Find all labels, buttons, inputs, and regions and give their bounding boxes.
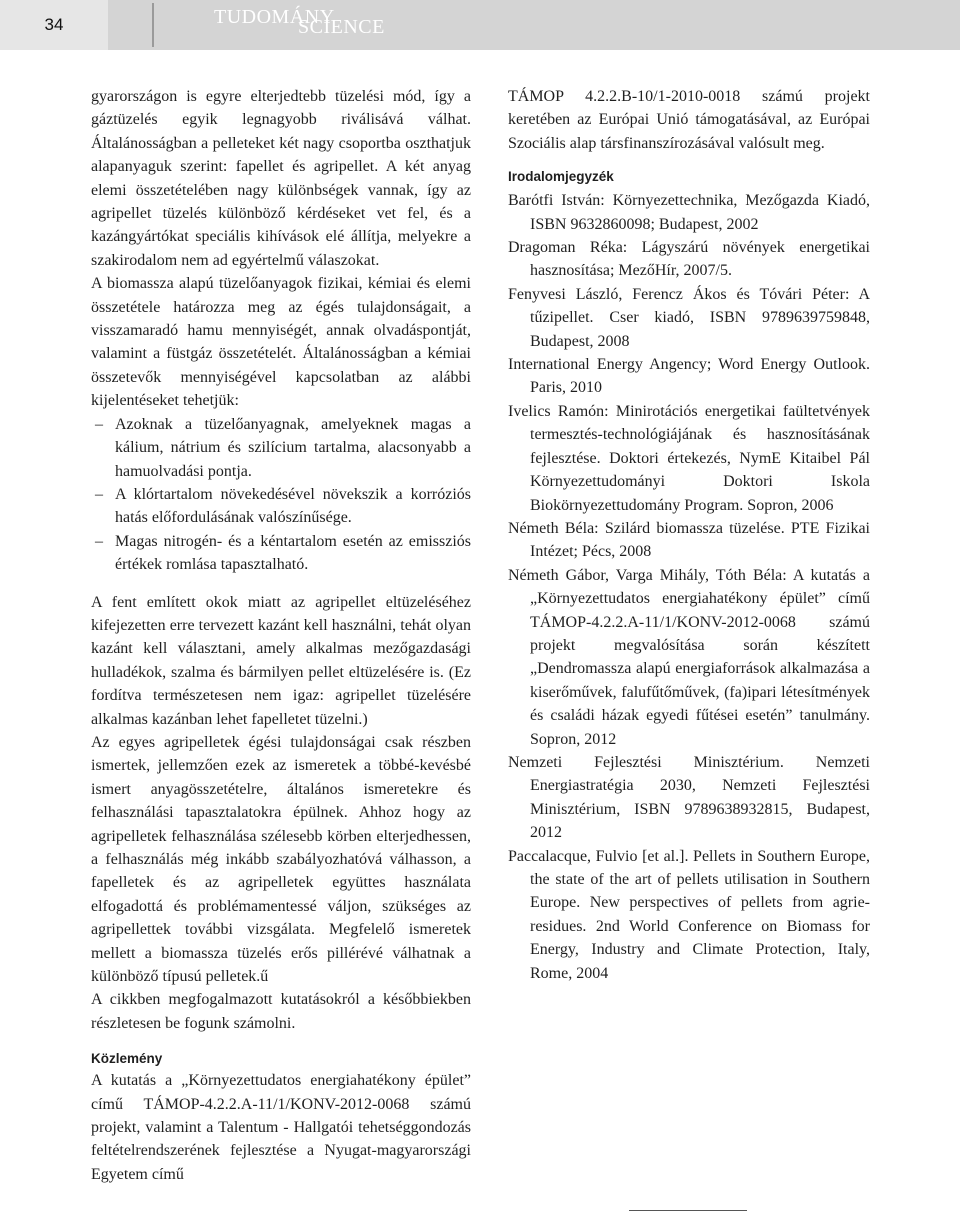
page-number: 34	[0, 0, 108, 50]
reference-item: Nemzeti Fejlesztési Minisztérium. Nemzeti Energiastratégia 2030, Nemzeti Fejlesztési Minisztérium, ISBN 9789638932815, Budapest, 2012	[508, 753, 870, 842]
reference-item: Barótfi István: Környezettechnika, Mezőgazda Kiadó, ISBN 9632860098; Budapest, 2002	[508, 192, 870, 233]
header-divider	[152, 3, 154, 47]
list-item: – A klórtartalom növekedésével növekszik a korróziós hatás előfordulásának valószínűsége.	[91, 483, 471, 530]
reference-item: Fenyvesi László, Ferencz Ákos és Tóvári Péter: A tűzipellet. Cser kiadó, ISBN 9789639759848, Budapest, 2008	[508, 285, 870, 350]
paragraph-biomass-composition: A biomassza alapú tüzelőanyagok fizikai, kémiai és elemi összetétele határozza meg az égés tulajdonságait, a visszamaradó hamu mennyiségét, annak olvadáspontját, valamint a füstgáz összetételét. Általánosságban a kémiai összetevők mennyiségével kapcsolatban az alábbi kijelentéseket tehetjük:	[91, 275, 471, 410]
notice-text-continued: TÁMOP 4.2.2.B-10/1-2010-0018 számú projekt keretében az Európai Unió támogatásával, az Európai Szociális alap társfinanszírozásával valósult meg.	[508, 88, 870, 152]
header-title-tudomany: TUDOMÁNY	[214, 6, 335, 28]
notice-text: A kutatás a „Környezettudatos energiahatékony épület” című TÁMOP-4.2.2.A-11/1/KONV-2012-0068 számú projekt, valamint a Talentum - Hallgatói tehetséggondozás feltételrendszerének fejlesztése a Nyugat-magyarországi Egyetem című	[91, 1072, 471, 1183]
reference-item: Ivelics Ramón: Minirotációs energetikai faültetvények termesztés-technológiájának és hasznosításának fejlesztése. Doktori értekezés, NymE Kitaibel Pál Környezettudományi Doktori Iskola Biokörnyezettudomány Program. Sopron, 2006	[508, 402, 870, 514]
list-item: – Azoknak a tüzelőanyagnak, amelyeknek magas a kálium, nátrium és szilícium tartalma, alacsonyabb a hamuolvadási pontja.	[91, 413, 471, 483]
notice-heading: Közlemény	[91, 1051, 163, 1067]
reference-item: Németh Béla: Szilárd biomassza tüzelése. PTE Fizikai Intézet; Pécs, 2008	[508, 519, 870, 561]
reference-item: International Energy Angency; Word Energy Outlook. Paris, 2010	[508, 356, 870, 397]
composition-list	[91, 413, 471, 577]
list-item: – Magas nitrogén- és a kéntartalom esetén az emissziós értékek romlása tapasztalható.	[91, 530, 471, 577]
paragraph-boiler-requirement: A fent említett okok miatt az agripellet eltüzeléséhez kifejezetten erre tervezett kazánt kell használni, tehát olyan kazánt kell választani, amely alkalmas mezőgazdasági hulladékok, szalma és bármilyen pellet eltüzelésére is. (Ez fordítva természetesen nem igaz: agripellet tüzelésére alkalmas kazánban lehet fapelletet tüzelni.)	[91, 593, 471, 728]
references-heading: Irodalomjegyzék	[508, 169, 614, 185]
paragraph-combustion-properties: Az egyes agripelletek égési tulajdonságai csak részben ismertek, jellemzően ezek az ismeretek a többé-kevésbé ismert anyagösszetételre, általános ismeretekre és felhasználási tapasztalatokra épülnek. Ahhoz hogy az agripelletek felhasználása szélesebb körben elterjedhessen, a felhasználás még inkább szabályozhatóvá válhasson, a fapelletek és az agripelletek együttes használata elfogadottá és problémamentessé váljon, szükséges az agripellettek további vizsgálata. Megfelelő ismeretek mellett a biomassza tüzelés erős pillérévé válhatnak a különböző típusú pelletek.ű	[91, 733, 471, 986]
page-header	[0, 0, 960, 50]
left-column	[91, 85, 471, 1186]
right-column	[508, 85, 870, 985]
reference-item: Németh Gábor, Varga Mihály, Tóth Béla: A kutatás a „Környezettudatos energiahatékony épület” című TÁMOP-4.2.2.A-11/1/KONV-2012-0068 számú projekt megvalósítása során készített „Dendromassza alapú energiaforrások alkalmazása a kiserőművek, falufűtőművek, (fa)ipari létesítmények és családi házak egyedi fűtései esetén” tanulmány. Sopron, 2012	[508, 566, 870, 748]
reference-item: Dragoman Réka: Lágyszárú növények energetikai hasznosítása; MezőHír, 2007/5.	[508, 239, 870, 280]
reference-item: Paccalacque, Fulvio [et al.]. Pellets in Southern Europe, the state of the art of pellets utilisation in Southern Europe. New perspectives of pellets from agrie-residues. 2nd World Conference on Biomass for Energy, Industry and Climate Protection, Italy, Rome, 2004	[508, 847, 870, 982]
footnote-rule	[629, 1210, 747, 1211]
paragraph-future-reports: A cikkben megfogalmazott kutatásokról a későbbiekben részletesen be fogunk számolni.	[91, 991, 471, 1032]
paragraph-pellet-types: gyarországon is egyre elterjedtebb tüzelési mód, így a gáztüzelés egyik legnagyobb riválisává válhat. Általánosságban a pelleteket két nagy csoportba oszthatjuk alapanyaguk szerint: fapellet és agripellet. A két anyag elemi összetételében nagy különbségek vannak, így az agripellet tüzelés különböző kérdéseket vet fel, és a kazángyártókat speciális kihívások elé állítja, melyekre a szakirodalom nem ad egyértelmű válaszokat.	[91, 88, 471, 269]
header-title-science: SCIENCE	[298, 16, 385, 38]
references-list	[508, 189, 870, 985]
